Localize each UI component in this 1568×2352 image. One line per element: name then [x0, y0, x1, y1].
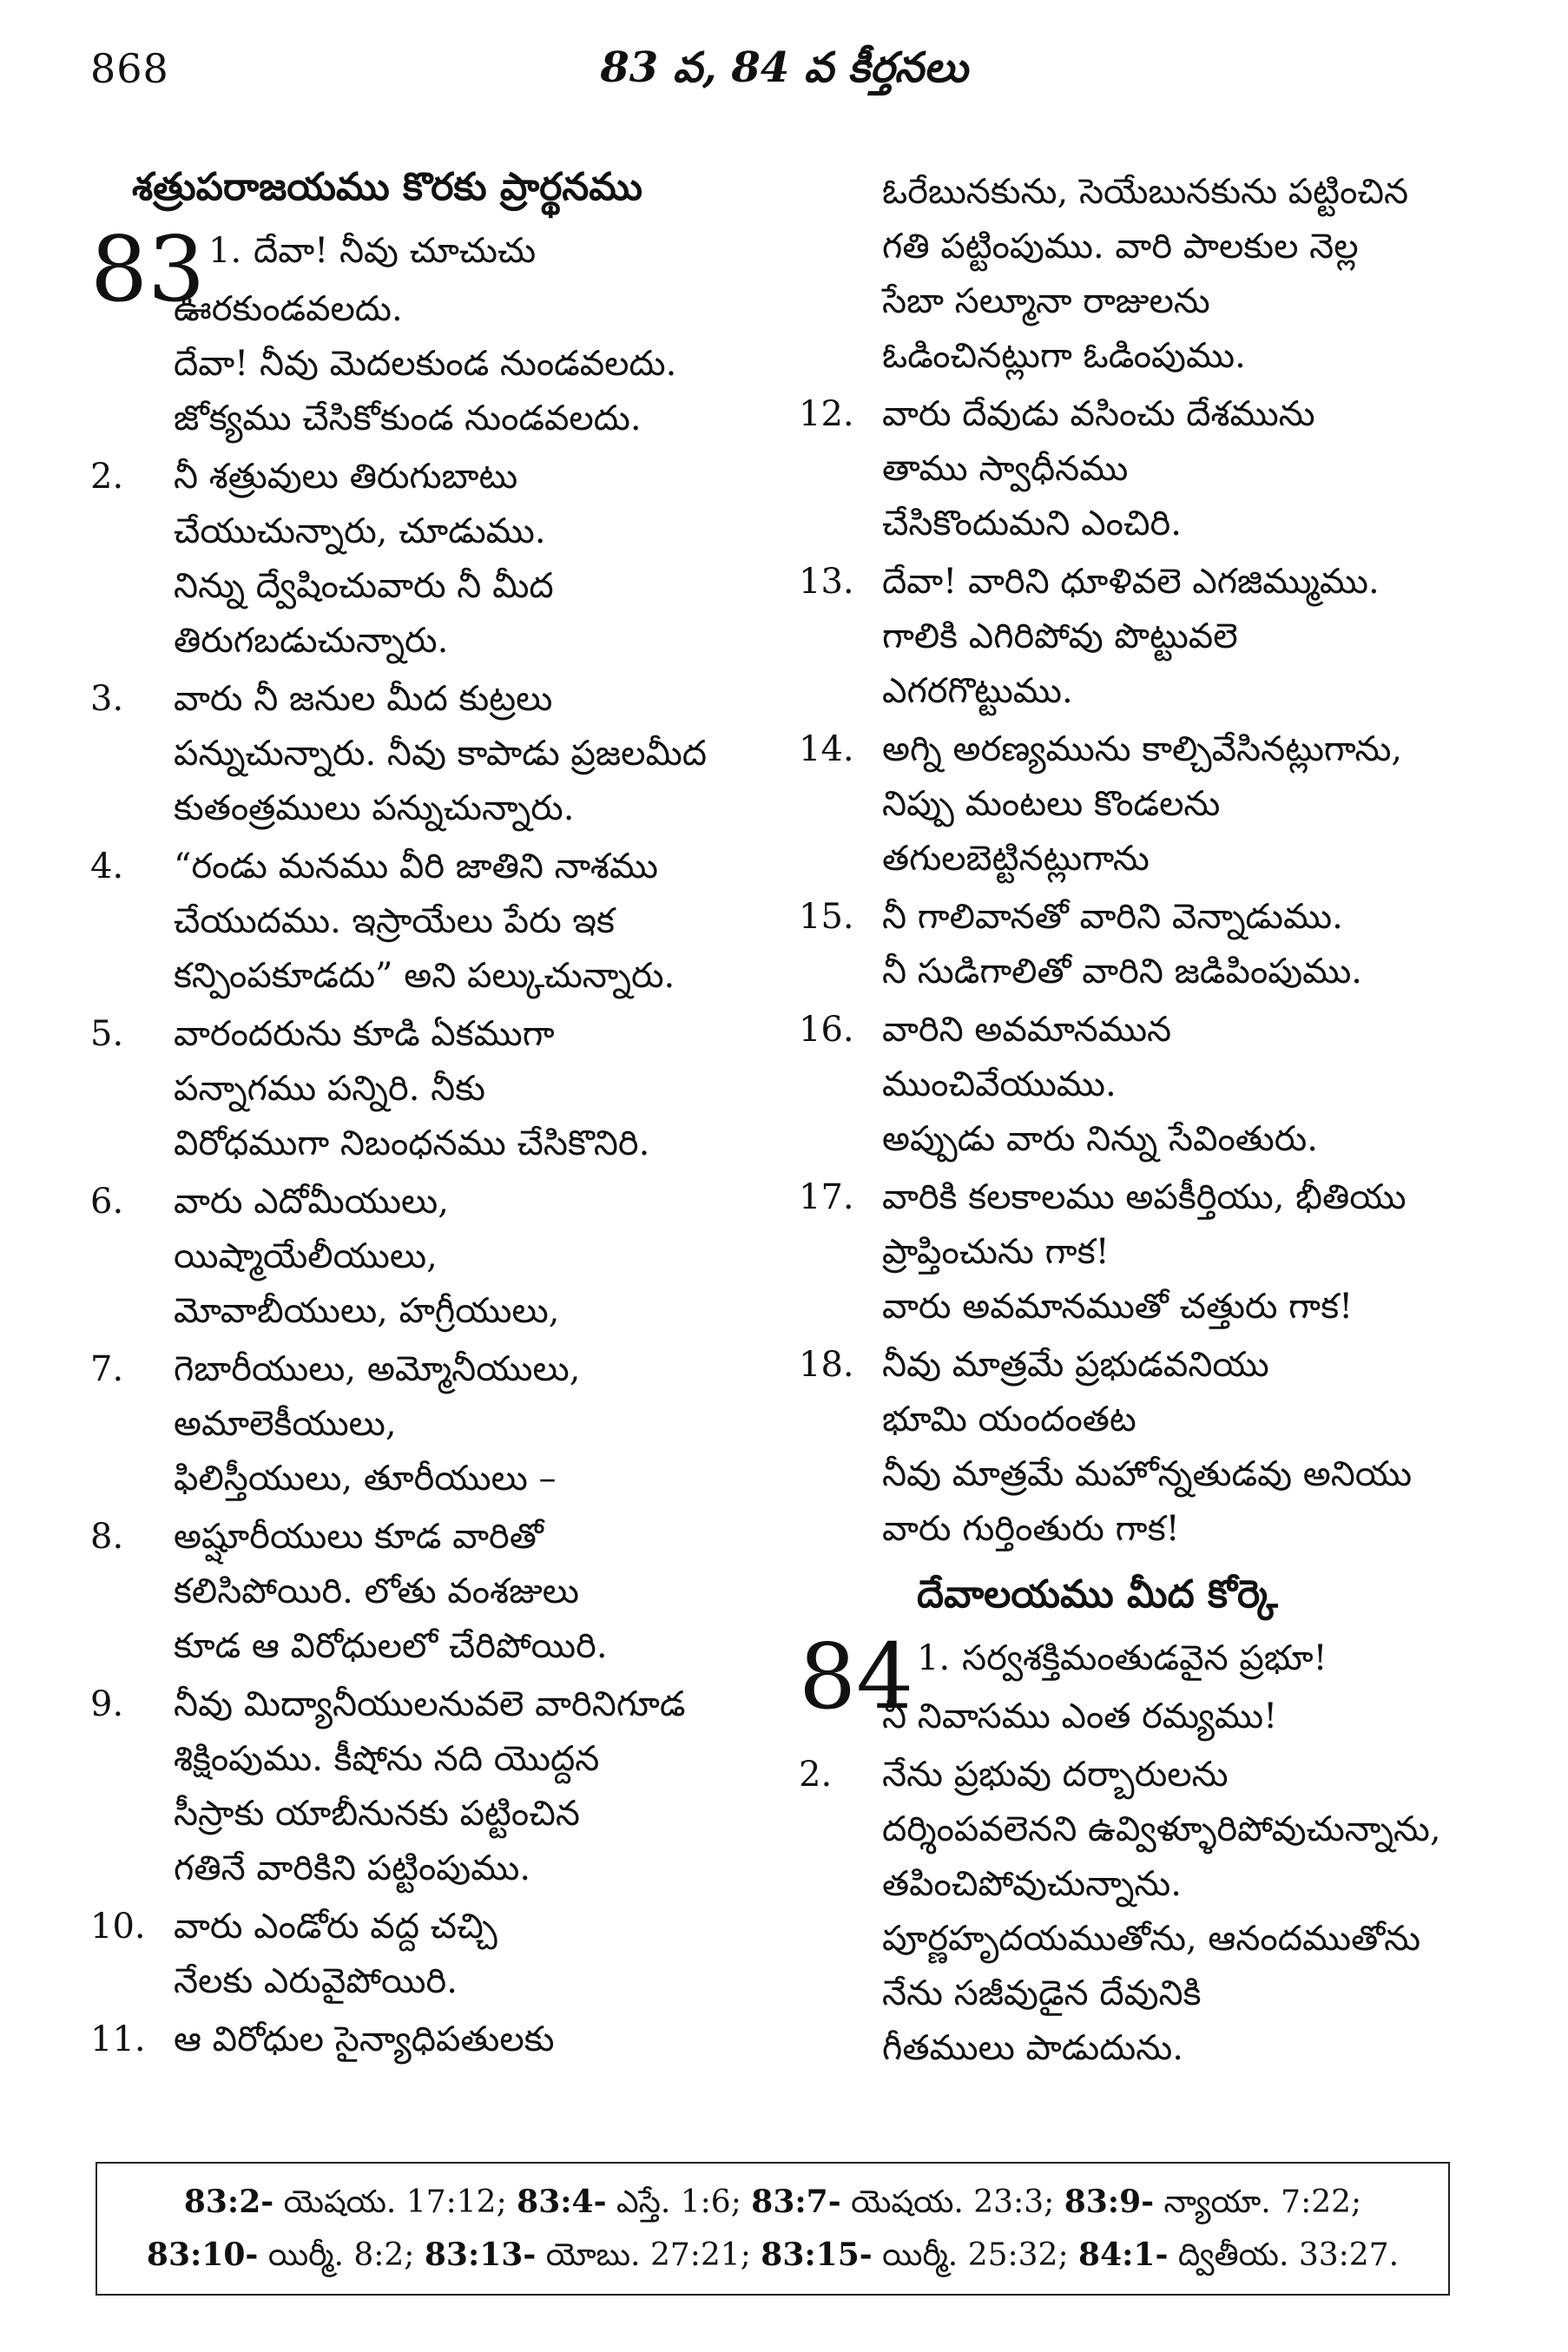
- verse-line: యిష్మాయేలీయులు,: [174, 1236, 438, 1276]
- cross-reference-target: న్యాయా. 7:22;: [1163, 2184, 1362, 2220]
- verse-text: [174, 1900, 785, 2009]
- verse-text: [882, 1003, 1493, 1167]
- cross-reference-verse: 83:9-: [1064, 2184, 1155, 2220]
- verse-number: 7.: [90, 1349, 124, 1389]
- verse-line: అప్పుడు వారు నిన్ను సేవింతురు.: [882, 1119, 1318, 1159]
- verse-line: దర్శింపవలెనని ఉవ్విళ్ళూరిపోవుచున్నాను,: [882, 1809, 1441, 1849]
- verse: [799, 722, 1493, 886]
- verse-line: భూమి యందంతట: [882, 1400, 1136, 1440]
- cross-reference: [751, 2184, 1054, 2220]
- verse-line: నేను ప్రభువు దర్బారులను: [882, 1755, 1229, 1795]
- verse-text: [174, 1677, 785, 1896]
- verse-line: జోక్యము చేసికోకుండ నుండవలదు.: [174, 399, 642, 438]
- verse: [90, 1342, 785, 1506]
- verse-line: దేవా! వారిని ధూళివలె ఎగజిమ్ముము.: [882, 562, 1380, 602]
- verse-line: నిన్ను ద్వేషించువారు నీ మీద: [174, 566, 554, 606]
- page-number: 868: [90, 45, 169, 92]
- verse-number: 1.: [208, 231, 242, 271]
- verse-line: నీ శత్రువులు తిరుగుబాటు: [174, 457, 518, 497]
- verse-line: వారు నీ జనుల మీద కుట్రలు: [174, 679, 553, 719]
- cross-reference-box: [96, 2162, 1450, 2296]
- verse-line: కలిసిపోయిరి. లోతు వంశజులు: [174, 1571, 579, 1611]
- verse: [90, 1900, 785, 2009]
- cross-reference-verse: 83:13-: [424, 2237, 537, 2273]
- cross-reference-verse: 84:1-: [1078, 2237, 1169, 2273]
- verse-text: [882, 165, 1493, 384]
- psalm-84-number: 84: [799, 1624, 914, 1729]
- cross-reference-target: యెషయ. 23:3;: [851, 2184, 1055, 2220]
- psalm-84-start: [799, 1624, 1493, 1744]
- verse-line: సీస్రాకు యాబీనునకు పట్టించిన: [174, 1794, 580, 1834]
- verse-line: తగులబెట్టినట్లుగాను: [882, 839, 1150, 879]
- verse-text: [962, 1631, 1493, 1686]
- verse-line: వారు ఎండోరు వద్ద చచ్చి: [174, 1907, 497, 1947]
- verse-line: దేవా! నీవు మెదలకుండ నుండవలదు.: [174, 344, 677, 384]
- verse-number: 12.: [799, 394, 854, 434]
- verse-line: సర్వశక్తిమంతుడవైన ప్రభూ!: [962, 1638, 1328, 1678]
- verse-line: వారు ఎదోమీయులు,: [174, 1182, 449, 1222]
- verse: [90, 1677, 785, 1896]
- verse-line: ఓడించినట్లుగా ఓడింపుము.: [882, 336, 1246, 376]
- psalm-83-verses-right: [799, 387, 1493, 1557]
- psalm-83-number: 83: [90, 216, 206, 322]
- verse-line: వారు గుర్తింతురు గాక!: [882, 1509, 1180, 1549]
- verse-line: చేయుదము. ఇస్రాయేలు పేరు ఇక: [174, 901, 615, 941]
- psalm-84-verses: [799, 1748, 1493, 2076]
- verse-number: 4.: [90, 847, 124, 886]
- verse: [799, 555, 1493, 719]
- verse-text: [882, 1690, 1493, 1744]
- cross-reference-verse: 83:10-: [146, 2237, 259, 2273]
- cross-reference-verse: 83:15-: [761, 2237, 873, 2273]
- verse-continuation: [799, 165, 1493, 384]
- verse-number: 10.: [90, 1907, 146, 1947]
- psalm-83-verses-left: [90, 450, 785, 2067]
- cross-reference-target: యిర్మీ. 8:2;: [267, 2237, 415, 2273]
- verse-line: ఫిలిస్తీయులు, తూరీయులు –: [174, 1459, 557, 1499]
- verse-text: [882, 555, 1493, 719]
- verse-line: నీ గాలివానతో వారిని వెన్నాడుము.: [882, 897, 1343, 937]
- verse-line: ఓరేబునకును, సెయేబునకును పట్టించిన: [882, 172, 1409, 212]
- verse-line: ఎగరగొట్టుము.: [882, 671, 1073, 711]
- verse-text: [882, 1338, 1493, 1557]
- verse-text: [882, 722, 1493, 886]
- verse-text: [174, 282, 785, 446]
- verse-line: వారు అవమానముతో చత్తురు గాక!: [882, 1287, 1354, 1327]
- verse-number: 9.: [90, 1684, 124, 1724]
- verse-number: 13.: [799, 562, 854, 602]
- verse-line: నీవు మాత్రమే మహోన్నతుడవు అనియు: [882, 1454, 1413, 1494]
- verse-line: కుతంత్రములు పన్నుచున్నారు.: [174, 788, 575, 828]
- verse-line: ఆ విరోధుల సైన్యాధిపతులకు: [174, 2019, 555, 2059]
- verse-line: గతి పట్టింపుము. వారి పాలకుల నెల్ల: [882, 227, 1359, 267]
- verse-text: [254, 224, 785, 279]
- verse-line: నీ నివాసము ఎంత రమ్యము!: [882, 1696, 1278, 1736]
- verse-line: వారు దేవుడు వసించు దేశమును: [882, 394, 1315, 434]
- verse-number: [799, 165, 882, 384]
- verse-line: నీవు మాత్రమే ప్రభుడవనియు: [882, 1345, 1269, 1385]
- verse-text: [174, 1007, 785, 1171]
- verse-line: నిప్పు మంటలు కొండలను: [882, 784, 1221, 824]
- cross-reference: [147, 2237, 414, 2273]
- verse-line: నీ సుడిగాలితో వారిని జడిపింపుము.: [882, 952, 1363, 992]
- verse-number: 2.: [799, 1755, 833, 1795]
- verse-line: గెబారీయులు, అమ్మోనీయులు,: [174, 1349, 581, 1389]
- verse-line: పూర్ణహృదయముతోను, ఆనందముతోను: [882, 1919, 1421, 1959]
- verse-line: తిరుగబడుచున్నారు.: [174, 621, 449, 661]
- verse: [799, 1748, 1493, 2076]
- verse-line: కన్పింపకూడదు” అని పల్కుచున్నారు.: [174, 956, 675, 996]
- verse-line: చేసికొందుమని ఎంచిరి.: [882, 504, 1182, 544]
- verse-line: వారందరును కూడి ఏకముగా: [174, 1014, 555, 1054]
- verse-number: 1.: [917, 1638, 951, 1678]
- verse-line: మోవాబీయులు, హగ్రీయులు,: [174, 1291, 560, 1331]
- verse: [90, 1007, 785, 1171]
- verse-line: శిక్షింపుము. కీషోను నది యొద్దన: [174, 1739, 600, 1779]
- right-column: [799, 165, 1493, 2079]
- verse-number: 6.: [90, 1182, 124, 1222]
- verse-number: 17.: [799, 1177, 854, 1217]
- verse: [90, 672, 785, 836]
- verse: [799, 387, 1493, 551]
- verse-number: 8.: [90, 1517, 124, 1557]
- verse-line: చేయుచున్నారు, చూడుము.: [174, 511, 546, 551]
- cross-reference-target: యోబు. 27:21;: [545, 2237, 751, 2273]
- verse-line: విరోధముగా నిబంధనము చేసికొనిరి.: [174, 1123, 650, 1163]
- verse: [90, 840, 785, 1004]
- cross-reference-target: ద్వితీయ. 33:27.: [1177, 2237, 1400, 2273]
- cross-reference: [184, 2184, 507, 2220]
- cross-reference: [1064, 2184, 1361, 2220]
- verse-number: 11.: [90, 2019, 146, 2059]
- verse-text: [174, 2013, 785, 2067]
- verse: [90, 1510, 785, 1674]
- verse-line: కూడ ఆ విరోధులలో చేరిపోయిరి.: [174, 1626, 608, 1666]
- verse: [799, 890, 1493, 999]
- verse-line: ముంచివేయుము.: [882, 1064, 1117, 1104]
- psalm-83-start: [90, 216, 785, 446]
- verse: [90, 1175, 785, 1339]
- verse-text: [174, 450, 785, 669]
- verse-line: తపించిపోవుచున్నాను.: [882, 1864, 1182, 1904]
- verse: [90, 2013, 785, 2067]
- verse-line: గతినే వారికిని పట్టింపుము.: [174, 1848, 531, 1888]
- verse: [799, 1338, 1493, 1557]
- verse-line: సేబా సల్మూనా రాజులను: [882, 281, 1210, 321]
- verse-text: [174, 1342, 785, 1506]
- verse-text: [174, 1175, 785, 1339]
- verse-line: గీతములు పాడుదును.: [882, 2028, 1183, 2068]
- verse-text: [174, 840, 785, 1004]
- verse: [799, 1003, 1493, 1167]
- verse-number: 15.: [799, 897, 854, 937]
- psalm-84-heading: దేవాలయము మీద కోర్కె: [917, 1572, 1278, 1617]
- verse-line: నీవు మిద్యానీయులనువలె వారినిగూడ: [174, 1684, 686, 1724]
- cross-reference-target: యెషయ. 17:12;: [283, 2184, 507, 2220]
- cross-reference: [517, 2184, 741, 2220]
- cross-reference-verse: 83:4-: [517, 2184, 607, 2220]
- verse-line: తాము స్వాధీనము: [882, 449, 1129, 489]
- verse-number: 5.: [90, 1014, 124, 1054]
- verse-text: [882, 387, 1493, 551]
- verse-number: 16.: [799, 1010, 854, 1050]
- verse-line: అష్షూరీయులు కూడ వారితో: [174, 1517, 544, 1557]
- verse-line: పన్నాగము పన్నిరి. నీకు: [174, 1069, 485, 1109]
- running-head: 83 వ, 84 వ కీర్తనలు: [600, 43, 968, 92]
- verse-text: [174, 672, 785, 836]
- verse: [90, 450, 785, 669]
- verse-line: వారికి కలకాలము అపకీర్తియు, భీతియు: [882, 1177, 1407, 1217]
- verse-number: 2.: [90, 457, 124, 497]
- verse-line: అగ్ని అరణ్యమును కాల్చివేసినట్లుగాను,: [882, 729, 1403, 769]
- verse: [917, 1631, 1493, 1686]
- verse-line: ప్రాప్తించును గాక!: [882, 1232, 1110, 1272]
- verse-line: ఊరకుండవలదు.: [174, 289, 403, 329]
- verse-text: [882, 1170, 1493, 1334]
- cross-reference-target: ఎస్తే. 1:6;: [616, 2184, 741, 2220]
- verse-text: [882, 1748, 1493, 2076]
- verse-line: గాలికి ఎగిరిపోవు పొట్టువలె: [882, 616, 1238, 656]
- cross-reference: [1078, 2237, 1399, 2273]
- verse-text: [174, 1510, 785, 1674]
- cross-reference: [425, 2237, 751, 2273]
- verse-number: 14.: [799, 729, 854, 769]
- verse: [208, 224, 785, 279]
- cross-reference-verse: 83:2-: [183, 2184, 274, 2220]
- verse-line: వారిని అవమానమున: [882, 1010, 1172, 1050]
- psalm-83-heading: శత్రుపరాజయము కొరకు ప్రార్థనము: [132, 165, 642, 209]
- verse-line: పన్నుచున్నారు. నీవు కాపాడు ప్రజలమీద: [174, 734, 708, 774]
- cross-reference-target: యిర్మీ. 25:32;: [882, 2237, 1069, 2273]
- verse-line: నేను సజీవుడైన దేవునికి: [882, 1973, 1202, 2013]
- verse: [799, 1170, 1493, 1334]
- cross-reference: [761, 2237, 1068, 2273]
- verse-line: నేలకు ఎరువైపోయిరి.: [174, 1961, 458, 2001]
- verse-number: 18.: [799, 1345, 854, 1385]
- verse-line: దేవా! నీవు చూచుచు: [254, 231, 537, 271]
- cross-reference-verse: 83:7-: [751, 2184, 841, 2220]
- left-column: [90, 165, 785, 2071]
- verse-text: [882, 890, 1493, 999]
- verse-line: “రండు మనము వీరి జాతిని నాశము: [174, 847, 658, 886]
- verse-line: అమాలెకీయులు,: [174, 1404, 397, 1444]
- verse-number: 3.: [90, 679, 124, 719]
